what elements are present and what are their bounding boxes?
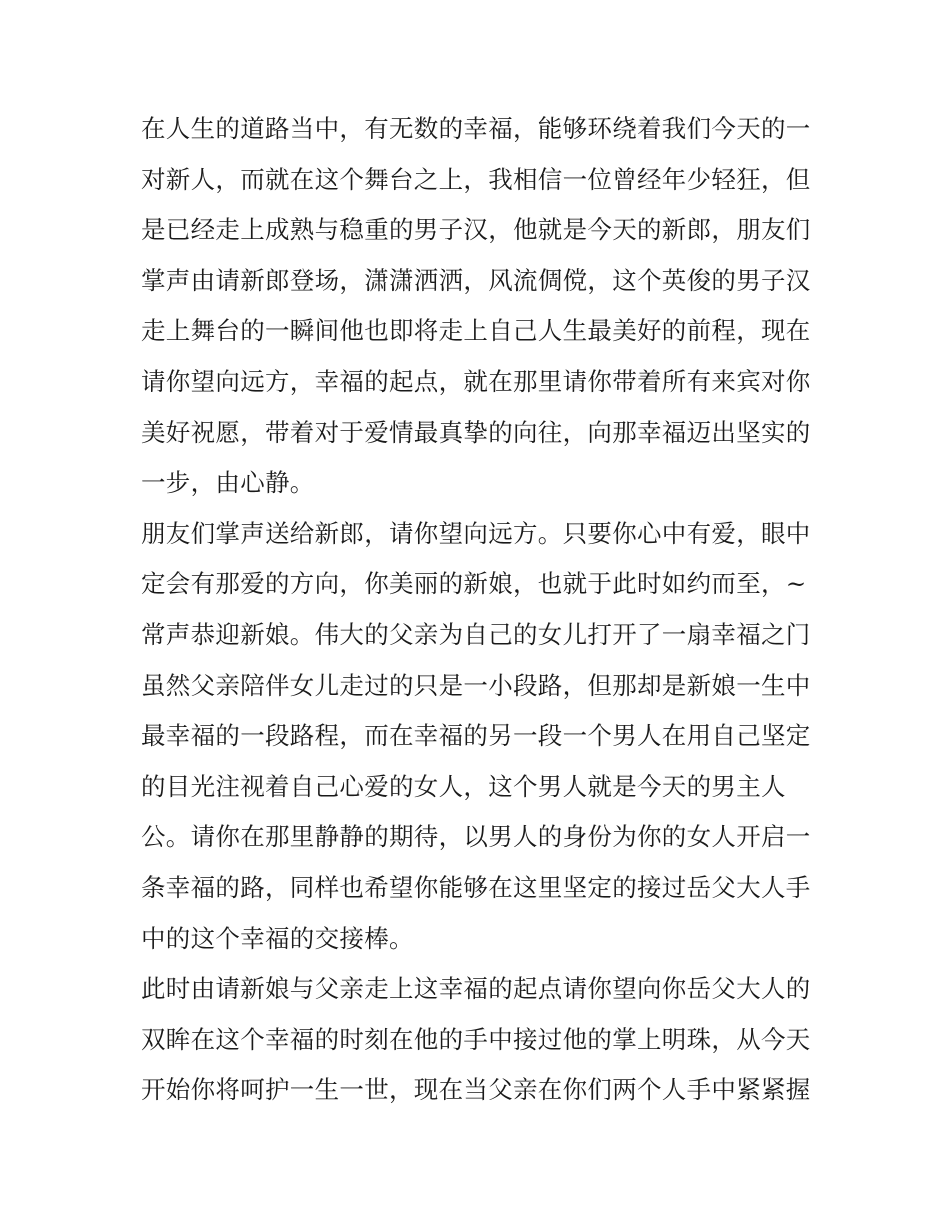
document-body (141, 104, 821, 1116)
text-line-20: 开始你将呵护一生一世，现在当父亲在你们两个人手中紧紧握 (141, 1075, 811, 1105)
text-line-12: 虽然父亲陪伴女儿走过的只是一小段路，但那却是新娘一生中 (141, 670, 811, 700)
text-line-15: 公。请你在那里静静的期待，以男人的身份为你的女人开启一 (141, 822, 811, 852)
text-line-3: 是已经走上成熟与稳重的男子汉，他就是今天的新郎，朋友们 (141, 215, 811, 245)
text-line-16: 条幸福的路，同样也希望你能够在这里坚定的接过岳父大人手 (141, 872, 811, 902)
text-line-11: 常声恭迎新娘。伟大的父亲为自己的女儿打开了一扇幸福之门 (141, 619, 811, 649)
text-line-4: 掌声由请新郎登场，潇潇洒洒，风流倜傥，这个英俊的男子汉 (141, 265, 811, 295)
text-line-2: 对新人，而就在这个舞台之上，我相信一位曾经年少轻狂，但 (141, 164, 811, 194)
text-line-18: 此时由请新娘与父亲走上这幸福的起点请你望向你岳父大人的 (141, 974, 811, 1004)
text-line-1: 在人生的道路当中，有无数的幸福，能够环绕着我们今天的一 (141, 114, 811, 143)
text-line-9: 朋友们掌声送给新郎，请你望向远方。只要你心中有爱，眼中 (141, 518, 811, 548)
text-line-14: 的目光注视着自己心爱的女人，这个男人就是今天的男主人 (141, 771, 786, 801)
text-line-6: 请你望向远方，幸福的起点，就在那里请你带着所有来宾对你 (141, 366, 811, 396)
text-line-13: 最幸福的一段路程，而在幸福的另一段一个男人在用自己坚定 (141, 721, 811, 751)
text-line-10: 定会有那爱的方向，你美丽的新娘，也就于此时如约而至，~ (141, 569, 807, 599)
text-line-17: 中的这个幸福的交接棒。 (141, 923, 414, 953)
text-line-5: 走上舞台的一瞬间他也即将走上自己人生最美好的前程，现在 (141, 316, 811, 346)
text-line-19: 双眸在这个幸福的时刻在他的手中接过他的掌上明珠，从今天 (141, 1024, 811, 1054)
text-line-7: 美好祝愿，带着对于爱情最真挚的向往，向那幸福迈出坚实的 (141, 417, 811, 447)
text-line-8: 一步，由心静。 (141, 468, 315, 498)
